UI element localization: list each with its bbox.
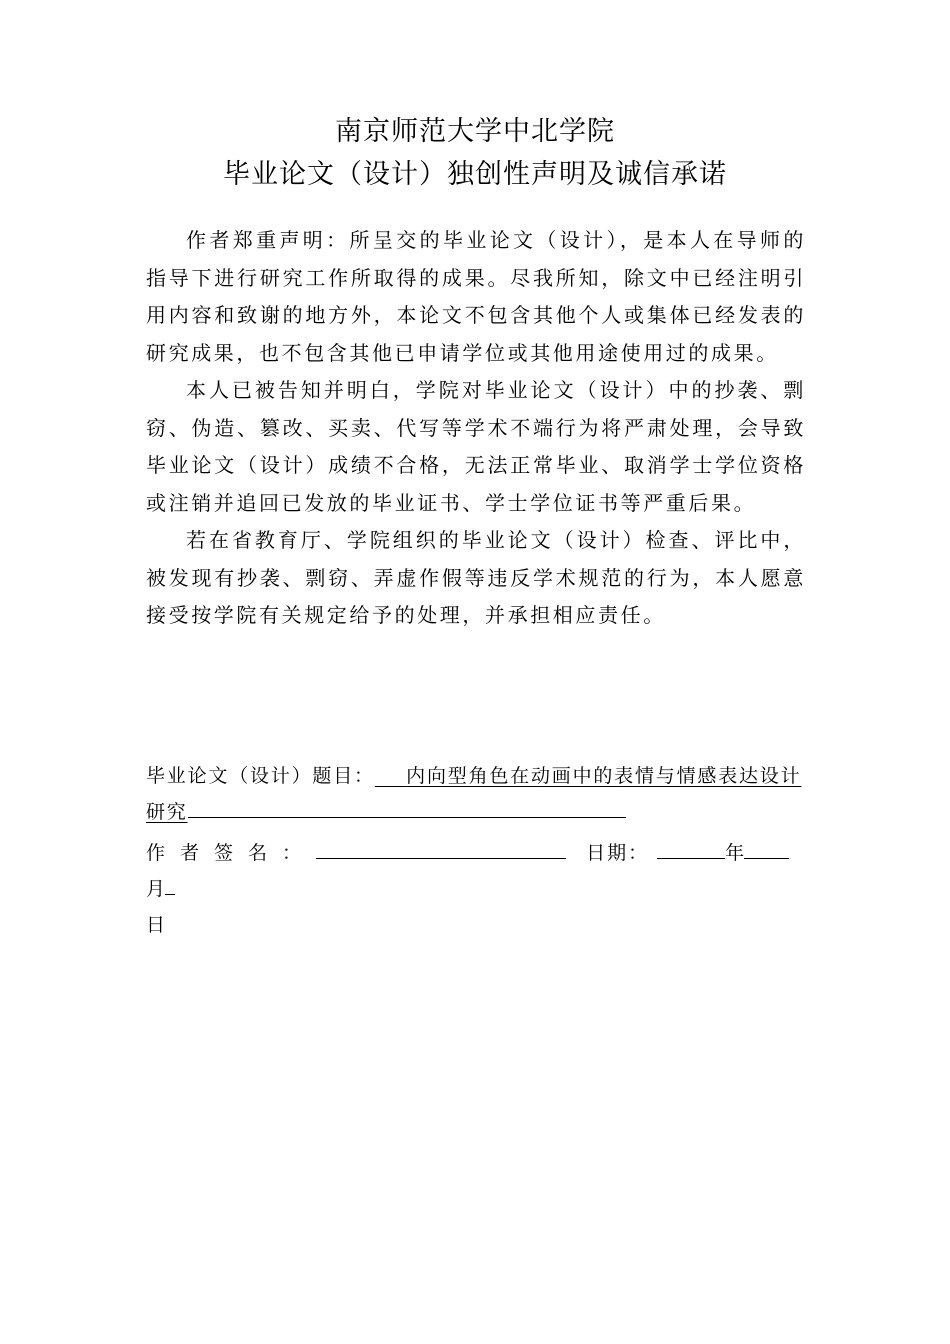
topic-text: 内向型角色在动画中的表情与情感表达设计研究	[146, 765, 802, 823]
date-day-line[interactable]	[165, 875, 175, 895]
signature-line[interactable]	[316, 839, 566, 859]
date-label: 日期：	[586, 842, 650, 864]
statement-paragraph-1: 作者郑重声明：所呈交的毕业论文（设计），是本人在导师的指导下进行研究工作所取得的成果。尽我所知，除文中已经注明引用内容和致谢的地方外，本论文不包含其他个人或集体已经发表的研究成果，也不包含其他已申请学位或其他用途使用过的成果。	[146, 228, 806, 365]
signature-label: 作者签名：	[146, 842, 317, 864]
document-title: 毕业论文（设计）独创性声明及诚信承诺	[223, 159, 727, 190]
topic-blank-line	[188, 798, 626, 818]
statement-paragraph-2: 本人已被告知并明白，学院对毕业论文（设计）中的抄袭、剽窃、伪造、篡改、买卖、代写等学术不端行为将严肃处理，会导致毕业论文（设计）成绩不合格，无法正常毕业、取消学士学位资格或注销并追回已发放的毕业证书、学士学位证书等严重后果。	[146, 378, 806, 515]
month-unit: 月	[146, 878, 166, 900]
statement-body	[146, 222, 806, 635]
topic-field	[146, 758, 806, 830]
institution-name: 南京师范大学中北学院	[335, 116, 615, 147]
date-year-line[interactable]	[657, 839, 725, 859]
topic-label: 毕业论文（设计）题目：	[146, 765, 375, 787]
date-month-line[interactable]	[744, 839, 789, 859]
signature-date-field	[146, 835, 806, 943]
year-unit: 年	[725, 842, 745, 864]
statement-paragraph-3: 若在省教育厅、学院组织的毕业论文（设计）检查、评比中，被发现有抄袭、剽窃、弄虚作假等违反学术规范的行为，本人愿意接受按学院有关规定给予的处理，并承担相应责任。	[146, 528, 806, 627]
day-unit: 日	[146, 914, 166, 936]
